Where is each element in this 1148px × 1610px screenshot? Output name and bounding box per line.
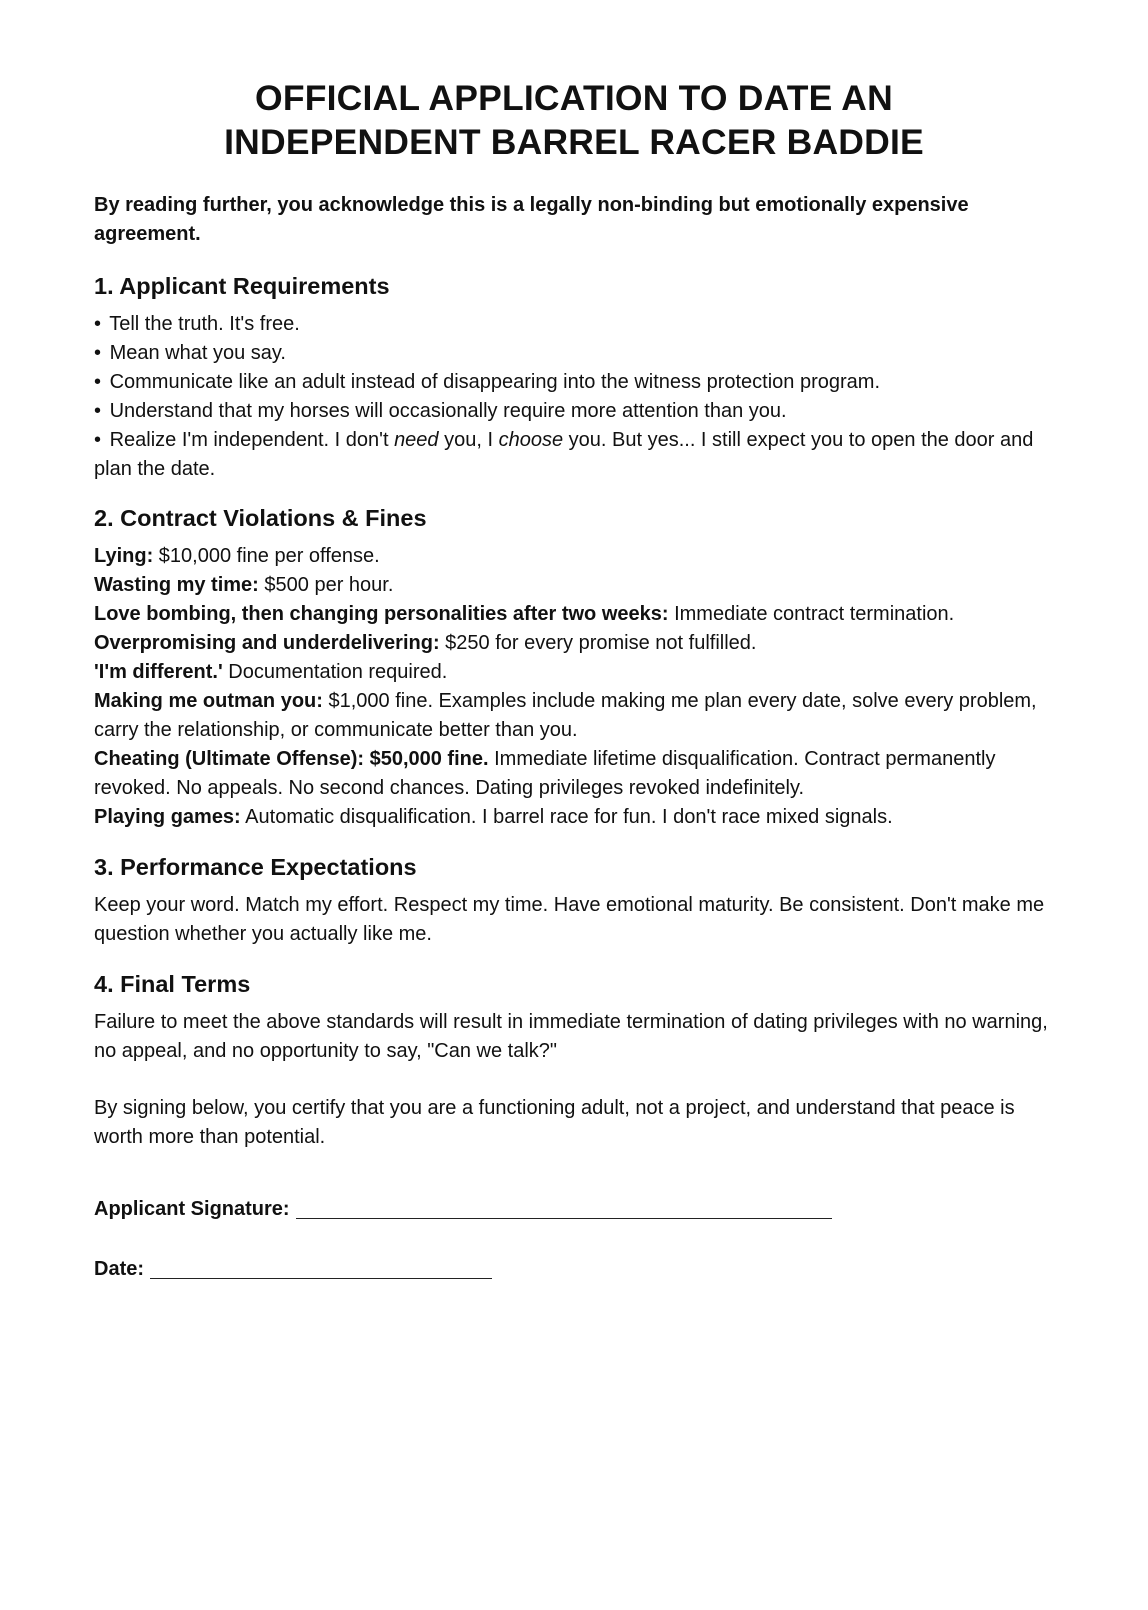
fine-text: Immediate lifetime disqualification. Contract permanently revoked. No appeals. No second chances. Dating privileges revoked indefinitely.: [94, 748, 996, 799]
fine-text: $500 per hour.: [258, 574, 394, 596]
list-item: [94, 397, 1054, 426]
requirements-list: [94, 310, 1054, 484]
fine-row: [94, 803, 1054, 832]
fine-label: Cheating (Ultimate Offense): $50,000 fine.: [94, 748, 489, 770]
bullet-icon: •: [94, 342, 102, 364]
title-line-1: OFFICIAL APPLICATION TO DATE AN: [255, 78, 893, 118]
fine-label: 'I'm different.': [94, 661, 223, 683]
fine-row: [94, 600, 1054, 629]
fine-row: [94, 745, 1054, 803]
fine-text: Automatic disqualification. I barrel race for fun. I don't race mixed signals.: [240, 806, 893, 828]
certification-paragraph: By signing below, you certify that you are a functioning adult, not a project, and understand that peace is worth more than potential.: [94, 1097, 1015, 1148]
fine-row: [94, 629, 1054, 658]
fine-row: [94, 687, 1054, 745]
list-item-text: Realize I'm independent. I don't: [109, 429, 395, 451]
fine-row: [94, 658, 1054, 687]
applicant-signature-label: Applicant Signature:: [94, 1198, 290, 1220]
fine-text: $10,000 fine per offense.: [153, 545, 380, 567]
bullet-icon: •: [94, 400, 102, 422]
bullet-icon: •: [94, 429, 102, 451]
final-terms-paragraph: Failure to meet the above standards will result in immediate termination of dating privileges with no warning, no appeal, and no opportunity to say, "Can we talk?": [94, 1011, 1048, 1062]
list-item: [94, 339, 1054, 368]
fine-label: Love bombing, then changing personalities after two weeks:: [94, 603, 669, 625]
fine-text: $1,000 fine. Examples include making me plan every date, solve every problem, carry the relationship, or communicate better than you.: [94, 690, 1037, 741]
title-line-2: INDEPENDENT BARREL RACER BADDIE: [224, 122, 924, 162]
list-item-text: Tell the truth. It's free.: [109, 313, 300, 335]
list-item-text: Mean what you say.: [109, 342, 286, 364]
fine-text: Documentation required.: [222, 661, 448, 683]
emphasis-need: need: [394, 429, 439, 451]
fine-row: [94, 542, 1054, 571]
section-heading-contract-violations: 2. Contract Violations & Fines: [94, 505, 427, 531]
list-item: [94, 368, 1054, 397]
section-heading-applicant-requirements: 1. Applicant Requirements: [94, 273, 390, 299]
intro-disclaimer: By reading further, you acknowledge this is a legally non-binding but emotionally expensive agreement.: [94, 194, 969, 245]
fine-row: [94, 571, 1054, 600]
date-label: Date:: [94, 1258, 145, 1280]
list-item-text: Understand that my horses will occasionally require more attention than you.: [109, 400, 787, 422]
fine-text: Immediate contract termination.: [668, 603, 955, 625]
fine-label: Playing games:: [94, 806, 241, 828]
fine-label: Making me outman you:: [94, 690, 323, 712]
date-line[interactable]: [150, 1258, 492, 1279]
fines-list: [94, 542, 1054, 832]
performance-expectations-text: Keep your word. Match my effort. Respect my time. Have emotional maturity. Be consistent. Don't make me question whether you actually like me.: [94, 894, 1045, 945]
applicant-signature-row: [94, 1195, 1054, 1224]
bullet-icon: •: [94, 371, 102, 393]
section-heading-performance-expectations: 3. Performance Expectations: [94, 854, 417, 880]
list-item-text: you, I: [438, 429, 499, 451]
emphasis-choose: choose: [498, 429, 564, 451]
applicant-signature-line[interactable]: [296, 1198, 832, 1219]
list-item: [94, 310, 1054, 339]
list-item-text: Communicate like an adult instead of disappearing into the witness protection program.: [109, 371, 881, 393]
section-heading-final-terms: 4. Final Terms: [94, 971, 251, 997]
list-item: [94, 426, 1054, 484]
bullet-icon: •: [94, 313, 102, 335]
list-item-text: you. But yes... I still expect you to open the door and plan the date.: [94, 429, 1034, 480]
fine-text: $250 for every promise not fulfilled.: [439, 632, 757, 654]
fine-label: Wasting my time:: [94, 574, 259, 596]
fine-label: Lying:: [94, 545, 154, 567]
document-title: [94, 76, 1054, 164]
date-row: [94, 1255, 1054, 1284]
fine-label: Overpromising and underdelivering:: [94, 632, 440, 654]
